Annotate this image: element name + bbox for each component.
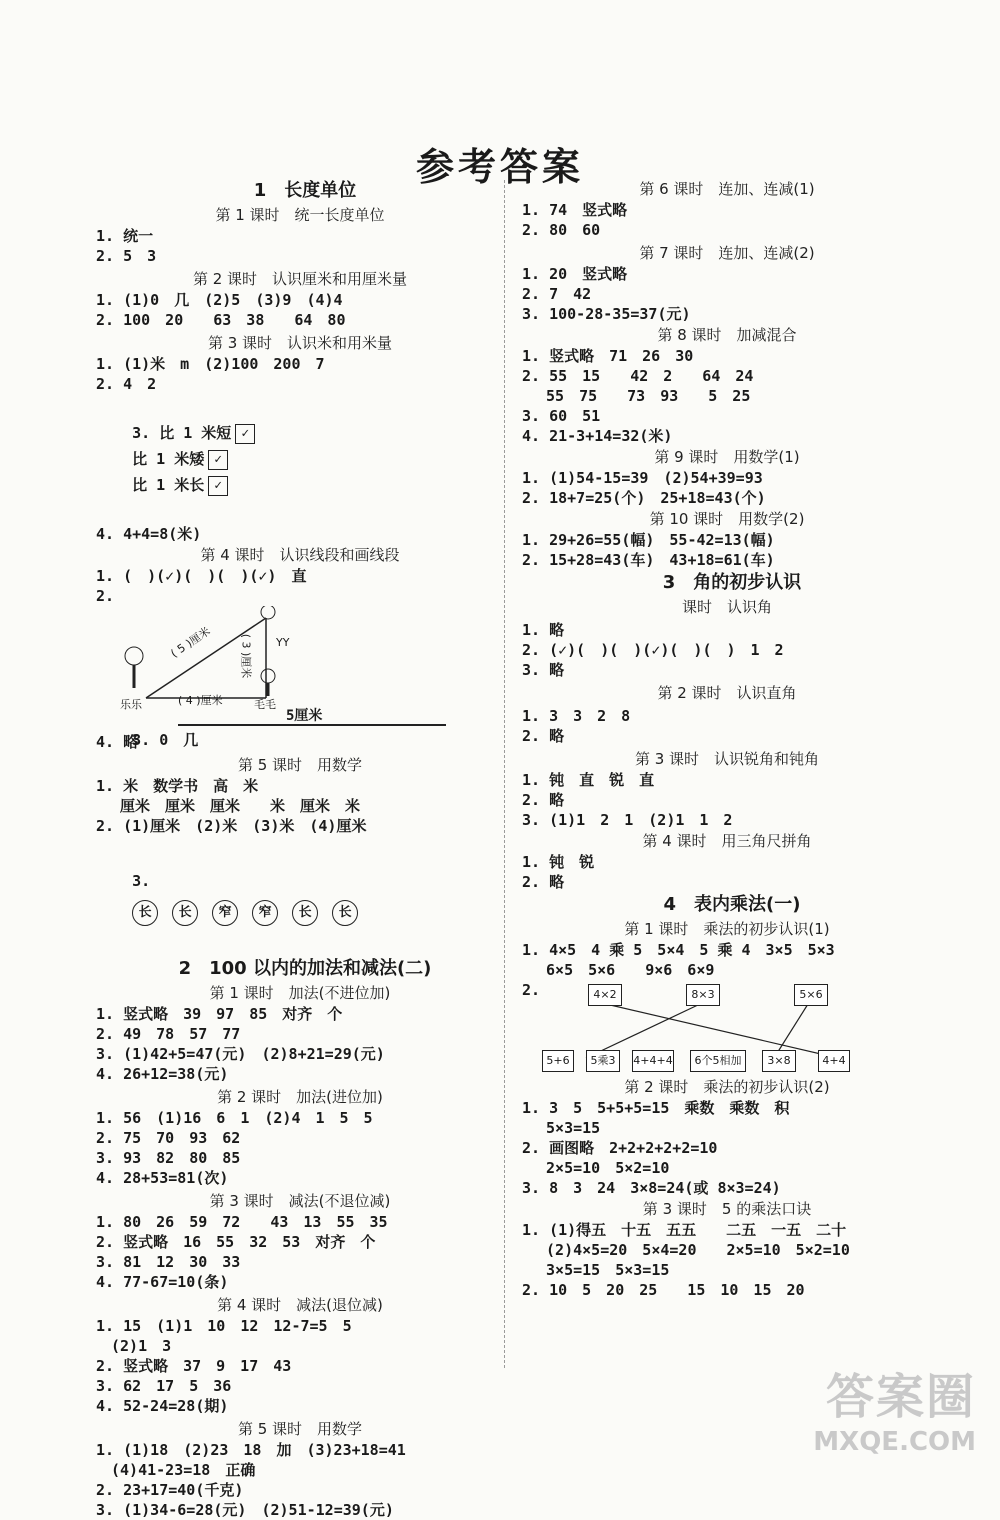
unit-heading: 1 长度单位 (253, 180, 357, 201)
expression-box: 5+6 (542, 1050, 574, 1072)
lesson-heading: 第 2 课时 认识直角 (657, 684, 797, 702)
answer-line: 1. 竖式略 39 97 85 对齐 个 (96, 1005, 343, 1023)
answer-line: 1. 4×5 4 乘 5 5×4 5 乘 4 3×5 5×3 (522, 941, 835, 959)
expression-box: 6个5相加 (690, 1050, 746, 1072)
answer-text: 比 1 米矮 (132, 450, 205, 468)
right-column (522, 178, 922, 1300)
answer-line: 1. 3 3 2 8 (522, 707, 631, 725)
answer-text: 3. 0 几 (132, 731, 199, 749)
expression-box: 3×8 (762, 1050, 796, 1072)
vertical-label: ( 3 )厘米 (239, 633, 253, 679)
answer-line: 2. 略 (522, 791, 565, 809)
answer-line: (4)41-23=18 正确 (96, 1461, 256, 1479)
answer-line: 3. (1)1 2 1 (2)1 1 2 (522, 811, 733, 829)
answer-line: 3. 略 (522, 661, 565, 679)
kid-name: 乐乐 (120, 698, 142, 711)
answer-line: 3. (1)34-6=28(元) (2)51-12=39(元) (96, 1501, 394, 1519)
lesson-heading: 第 9 课时 用数学(1) (654, 448, 800, 466)
answer-line: 2. 49 78 57 77 (96, 1025, 241, 1043)
answer-line: 1. (1)米 m (2)100 200 7 (96, 355, 325, 373)
answer-line: 3. 8 3 24 3×8=24(或 8×3=24) (522, 1179, 781, 1197)
answer-line: 2. (96, 587, 115, 605)
answer-line: 1. (1)得五 十五 五五 二五 一五 二十 (522, 1221, 847, 1239)
answer-line: 1. 20 竖式略 (522, 265, 628, 283)
answer-line: 1. 29+26=55(幅) 55-42=13(幅) (522, 531, 775, 549)
answer-line: 4. 28+53=81(次) (96, 1169, 229, 1187)
answer-line-circles (96, 836, 494, 956)
page-title: 参考答案 (415, 144, 584, 189)
answer-line: 1. (1)54-15=39 (2)54+39=93 (522, 469, 763, 487)
answer-line: 6×5 5×6 9×6 6×9 (522, 961, 715, 979)
answer-line: 2. 画图略 2+2+2+2+2=10 (522, 1139, 718, 1157)
answer-line: 3. 62 17 5 36 (96, 1377, 232, 1395)
answer-line: 2×5=10 5×2=10 (522, 1159, 670, 1177)
expression-box: 4×2 (588, 984, 622, 1006)
lesson-heading: 第 1 课时 统一长度单位 (215, 206, 385, 224)
lesson-heading: 第 5 课时 用数学 (237, 1420, 363, 1438)
answer-text: 3. 比 1 米短 (132, 424, 232, 442)
lesson-heading: 第 1 课时 加法(不进位加) (209, 984, 391, 1002)
answer-line: 1. 钝 锐 (522, 853, 595, 871)
column-divider (504, 180, 505, 1368)
answer-line: 1. 3 5 5+5+5=15 乘数 乘数 积 (522, 1099, 790, 1117)
circled-answer: 窄 (212, 900, 238, 926)
answer-line: 2. 55 15 42 2 64 24 (522, 367, 754, 385)
answer-line: 3. 81 12 30 33 (96, 1253, 241, 1271)
answer-text: 2. (522, 981, 541, 999)
answer-line: 2. 23+17=40(千克) (96, 1481, 244, 1499)
answer-line: 1. 统一 (96, 227, 154, 245)
answer-line: 2. 竖式略 37 9 17 43 (96, 1357, 292, 1375)
circled-answer: 窄 (252, 900, 278, 926)
left-column (96, 178, 494, 1520)
segment-label: 5厘米 (286, 708, 323, 724)
base-label: ( 4 )厘米 (178, 694, 223, 707)
answer-line: 1. 略 (522, 621, 565, 639)
answer-line: 1. 竖式略 71 26 30 (522, 347, 694, 365)
answer-line: 1. 钝 直 锐 直 (522, 771, 655, 789)
unit-heading: 2 100 以内的加法和减法(二) (178, 958, 432, 979)
lesson-heading: 第 4 课时 减法(退位减) (217, 1296, 383, 1314)
answer-line: 3. 60 51 (522, 407, 601, 425)
answer-line: 2. 4 2 (96, 375, 157, 393)
unit-heading: 3 角的初步认识 (662, 572, 802, 593)
answer-line: 3. 93 82 80 85 (96, 1149, 241, 1167)
lesson-heading: 第 3 课时 认识锐角和钝角 (634, 750, 820, 768)
answer-line: 4. 略 (96, 733, 139, 751)
expression-box: 4+4 (818, 1050, 850, 1072)
answer-line: 2. 5 3 (96, 247, 157, 265)
answer-text: 比 1 米长 (132, 476, 205, 494)
answer-line: 2. (1)厘米 (2)米 (3)米 (4)厘米 (96, 817, 367, 835)
answer-line: 2. 7 42 (522, 285, 592, 303)
check-mark-icon: ✓ (208, 476, 228, 496)
lesson-heading: 第 3 课时 5 的乘法口诀 (642, 1200, 812, 1218)
lesson-heading: 第 3 课时 认识米和用米量 (207, 334, 393, 352)
answer-line: 4. 77-67=10(条) (96, 1273, 229, 1291)
circled-answer: 长 (172, 900, 198, 926)
answer-line: 4. 21-3+14=32(米) (522, 427, 673, 445)
answer-line: 3. 100-28-35=37(元) (522, 305, 691, 323)
answer-line: 2. 80 60 (522, 221, 601, 239)
answer-line: 4. 52-24=28(期) (96, 1397, 229, 1415)
answer-line: 2. 100 20 63 38 64 80 (96, 311, 346, 329)
answer-line: 1. 74 竖式略 (522, 201, 628, 219)
lesson-heading: 第 7 课时 连加、连减(2) (639, 244, 815, 262)
triangle-figure (96, 606, 494, 710)
lesson-heading: 第 5 课时 用数学 (237, 756, 363, 774)
lesson-heading: 第 2 课时 认识厘米和用厘米量 (192, 270, 408, 288)
answer-line: 2. 竖式略 16 55 32 53 对齐 个 (96, 1233, 376, 1251)
answer-line: 3×5=15 5×3=15 (522, 1261, 670, 1279)
expression-box: 4+4+4 (632, 1050, 674, 1072)
lesson-heading: 第 8 课时 加减混合 (657, 326, 797, 344)
circled-answer: 长 (292, 900, 318, 926)
answer-line: 2. 10 5 20 25 15 10 15 20 (522, 1281, 805, 1299)
lesson-heading: 第 4 课时 用三角尺拼角 (642, 832, 812, 850)
answer-line: 4. 4+4=8(米) (96, 525, 202, 543)
answer-line: 1. 米 数学书 高 米 (96, 777, 259, 795)
lesson-heading: 第 4 课时 认识线段和画线段 (200, 546, 400, 564)
hypotenuse-label: ( 5 )厘米 (168, 624, 213, 661)
expression-box: 5×6 (794, 984, 828, 1006)
answer-line: 3. (1)42+5=47(元) (2)8+21=29(元) (96, 1045, 385, 1063)
lesson-heading: 第 6 课时 连加、连减(1) (639, 180, 815, 198)
circled-answer: 长 (332, 900, 358, 926)
unit-heading: 4 表内乘法(一) (663, 894, 801, 915)
answer-line: 1. (1)18 (2)23 18 加 (3)23+18=41 (96, 1441, 406, 1459)
answer-line-checkboxes (96, 394, 494, 524)
lesson-heading: 第 1 课时 乘法的初步认识(1) (624, 920, 830, 938)
lesson-heading: 第 2 课时 乘法的初步认识(2) (624, 1078, 830, 1096)
watermark-url: MXQE.COM (813, 1427, 976, 1457)
watermark-text: 答案圈 (825, 1369, 976, 1425)
check-mark-icon: ✓ (235, 424, 255, 444)
answer-line: 1. 80 26 59 72 43 13 55 35 (96, 1213, 388, 1231)
check-mark-icon: ✓ (208, 450, 228, 470)
answer-line: 55 75 73 93 5 25 (522, 387, 751, 405)
circled-answer: 长 (132, 900, 158, 926)
answer-line: 2. (✓)( )( )(✓)( )( ) 1 2 (522, 641, 784, 659)
kid-name: 毛毛 (254, 698, 276, 711)
answer-line: 1. ( )(✓)( )( )(✓) 直 (96, 567, 307, 585)
answer-line: 4. 26+12=38(元) (96, 1065, 229, 1083)
answer-line: 2. 75 70 93 62 (96, 1129, 241, 1147)
answer-line: 2. 略 (522, 873, 565, 891)
answer-line: 1. 56 (1)16 6 1 (2)4 1 5 5 (96, 1109, 373, 1127)
answer-line: 1. (1)0 几 (2)5 (3)9 (4)4 (96, 291, 343, 309)
lesson-heading: 第 10 课时 用数学(2) (649, 510, 805, 528)
answer-line: 2. 略 (522, 727, 565, 745)
watermark-logo (813, 1358, 976, 1457)
lesson-heading: 课时 认识角 (681, 598, 772, 616)
expression-box: 8×3 (686, 984, 720, 1006)
lesson-heading: 第 2 课时 加法(进位加) (217, 1088, 383, 1106)
answer-line: 2. 18+7=25(个) 25+18=43(个) (522, 489, 766, 507)
answer-line: 5×3=15 (522, 1119, 601, 1137)
expression-box: 5乘3 (586, 1050, 620, 1072)
answer-line: (2)1 3 (96, 1337, 172, 1355)
matching-figure (522, 980, 922, 1076)
lesson-heading: 第 3 课时 减法(不退位减) (209, 1192, 391, 1210)
kid-name: YY (276, 636, 290, 649)
answer-line: 厘米 厘米 厘米 米 厘米 米 (96, 797, 361, 815)
answer-text: 3. (132, 872, 151, 890)
answer-line: (2)4×5=20 5×4=20 2×5=10 5×2=10 (522, 1241, 850, 1259)
answer-line: 1. 15 (1)1 10 12 12-7=5 5 (96, 1317, 352, 1335)
answer-line: 2. 15+28=43(车) 43+18=61(车) (522, 551, 775, 569)
